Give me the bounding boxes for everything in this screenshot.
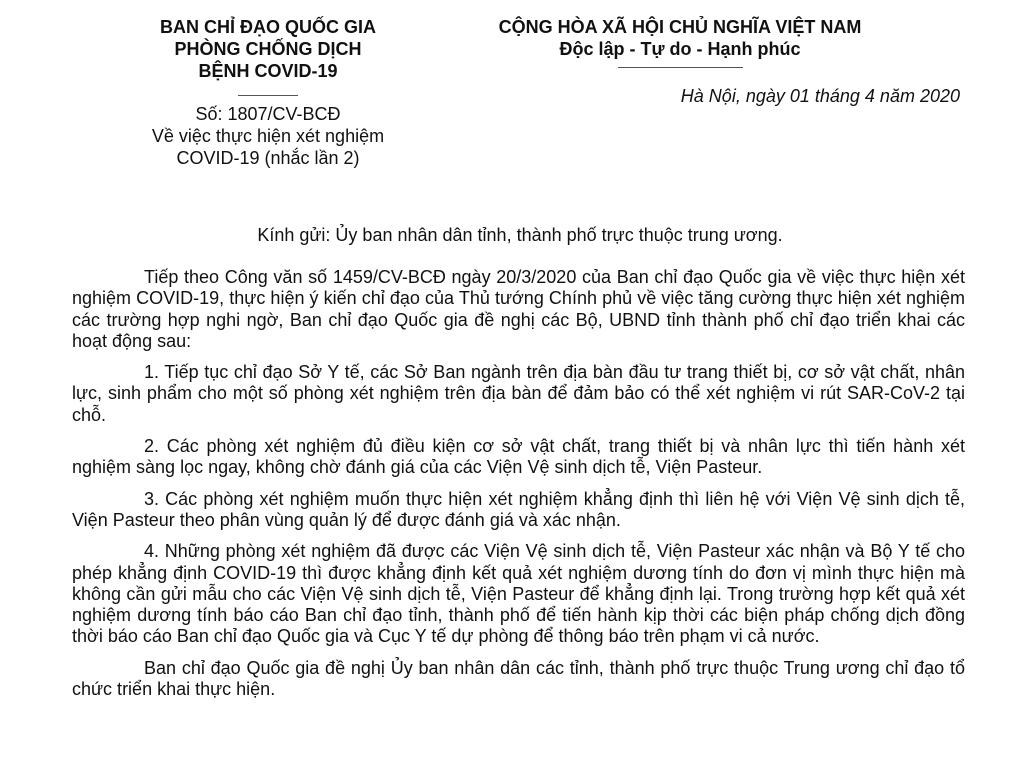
document-number: Số: 1807/CV-BCĐ	[195, 104, 341, 124]
paragraph-closing: Ban chỉ đạo Quốc gia đề nghị Ủy ban nhân dân các tỉnh, thành phố trực thuộc Trung ương chỉ đạo tổ chức triển khai thực hiện.	[72, 657, 965, 700]
subject-line-1: Về việc thực hiện xét nghiệm	[151, 126, 385, 146]
agency-name-line-3: BỆNH COVID-19	[198, 61, 338, 81]
motto-divider	[618, 67, 743, 68]
paragraph-item-1: 1. Tiếp tục chỉ đạo Sở Y tế, các Sở Ban ngành trên địa bàn đầu tư trang thiết bị, cơ sở vật chất, nhân lực, sinh phẩm cho một số phòng xét nghiệm trên địa bàn để đảm bảo có thể xét nghiệm vi rút SAR-CoV-2 tại chỗ.	[72, 362, 965, 425]
agency-name-line-2: PHÒNG CHỐNG DỊCH	[174, 39, 362, 59]
national-title-block	[470, 16, 890, 68]
paragraph-item-2: 2. Các phòng xét nghiệm đủ điều kiện cơ sở vật chất, trang thiết bị và nhân lực thì tiến hành xét nghiệm sàng lọc ngay, không chờ đánh giá của các Viện Vệ sinh dịch tễ, Viện Pasteur.	[72, 436, 965, 478]
subject-line-2: COVID-19 (nhắc lần 2)	[176, 148, 360, 168]
salutation: Kính gửi: Ủy ban nhân dân tỉnh, thành phố trực thuộc trung ương.	[257, 225, 783, 245]
paragraph-item-4: 4. Những phòng xét nghiệm đã được các Viện Vệ sinh dịch tễ, Viện Pasteur xác nhận và Bộ Y tế cho phép khẳng định COVID-19 thì được khẳng định kết quả xét nghiệm dương tính do đơn vị mình thực hiện mà không cần gửi mẫu cho các Viện Vệ sinh dịch tễ, Viện Pasteur để khẳng định lại. Trong trường hợp kết quả xét nghiệm dương tính báo cáo Ban chỉ đạo tỉnh, thành phố để tiến hành kịp thời các biện pháp chống dịch đồng thời báo cáo Ban chỉ đạo Quốc gia và Cục Y tế dự phòng để thông báo trên phạm vi cả nước.	[72, 541, 965, 647]
document-body	[72, 267, 965, 710]
agency-name-line-1: BAN CHỈ ĐẠO QUỐC GIA	[160, 17, 376, 37]
issuing-agency-block	[98, 16, 438, 169]
agency-divider	[238, 95, 298, 96]
paragraph-item-3: 3. Các phòng xét nghiệm muốn thực hiện xét nghiệm khẳng định thì liên hệ với Viện Vệ sinh dịch tễ, Viện Pasteur theo phân vùng quản lý để được đánh giá và xác nhận.	[72, 488, 965, 530]
place-date: Hà Nội, ngày 01 tháng 4 năm 2020	[680, 86, 960, 106]
paragraph-intro: Tiếp theo Công văn số 1459/CV-BCĐ ngày 20/3/2020 của Ban chỉ đạo Quốc gia về việc thực hiện xét nghiệm COVID-19, thực hiện ý kiến chỉ đạo của Thủ tướng Chính phủ về việc tăng cường thực hiện xét nghiệm các trường hợp nghi ngờ, Ban chỉ đạo Quốc gia đề nghị các Bộ, UBND tỉnh thành phố chỉ đạo triển khai các hoạt động sau:	[72, 267, 965, 351]
country-name: CỘNG HÒA XÃ HỘI CHỦ NGHĨA VIỆT NAM	[498, 17, 862, 37]
national-motto: Độc lập - Tự do - Hạnh phúc	[559, 39, 801, 59]
